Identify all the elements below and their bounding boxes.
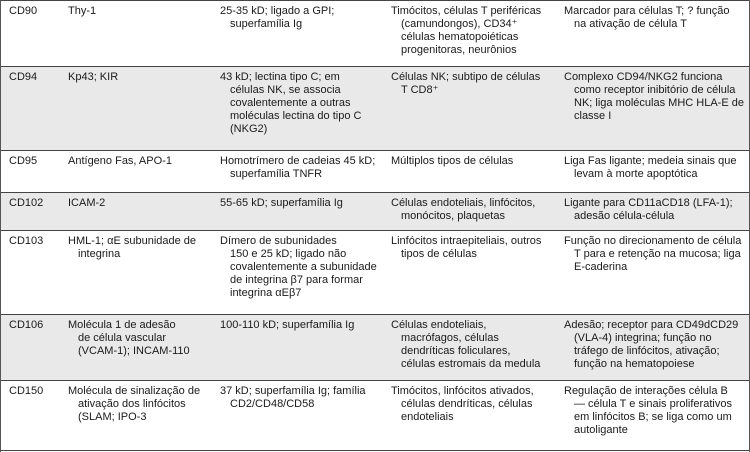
molecular-structure: 55-65 kD; superfamília Ig bbox=[220, 197, 343, 209]
known-functions: Marcador para células T; ? função na ativação de célula T bbox=[564, 5, 730, 30]
molecular-structure: 100-110 kD; superfamília Ig bbox=[220, 319, 355, 331]
cellular-expression: Linfócitos intraepiteliais, outros tipos de células bbox=[391, 235, 542, 260]
cd-designation: CD102 bbox=[9, 197, 44, 209]
cd-designation: CD95 bbox=[9, 155, 38, 167]
table-row bbox=[1, 66, 749, 150]
table-row bbox=[1, 192, 749, 230]
table-row bbox=[1, 150, 749, 192]
common-names: Kp43; KIR bbox=[68, 71, 119, 83]
molecular-structure: 37 kD; superfamília Ig; família CD2/CD48/CD58 bbox=[220, 385, 366, 410]
table-row bbox=[1, 230, 749, 314]
cd-designation: CD103 bbox=[9, 235, 44, 247]
common-names: HML-1; αE subunidade de integrina bbox=[68, 235, 197, 260]
known-functions: Liga Fas ligante; medeia sinais que levam à morte apoptótica bbox=[564, 155, 737, 180]
cellular-expression: Timócitos, células T periféricas (camundongos), CD34⁺ células hematopoiéticas progenitoras, neurônios bbox=[391, 5, 542, 56]
known-functions: Adesão; receptor para CD49dCD29 (VLA-4) integrina; função no tráfego de linfócitos, ativação; função na hematopoiese bbox=[564, 319, 739, 370]
known-functions: Regulação de interações célula B — célula T e sinais proliferativos em linfócitos B; se liga como um autoligante bbox=[564, 385, 732, 436]
cd-designation: CD106 bbox=[9, 319, 44, 331]
common-names: Molécula de sinalização de ativação dos linfócitos (SLAM; IPO-3 bbox=[68, 385, 201, 423]
table-bottom-rule bbox=[1, 450, 749, 451]
table-row bbox=[1, 0, 749, 66]
known-functions: Ligante para CD11aCD18 (LFA-1); adesão célula-célula bbox=[564, 197, 733, 222]
cellular-expression: Células endoteliais, macrófagos, células dendríticas foliculares, células estromais da medula bbox=[391, 319, 541, 370]
cellular-expression: Múltiplos tipos de células bbox=[391, 155, 514, 167]
molecular-structure: 43 kD; lectina tipo C; em células NK, se associa covalentemente a outras moléculas lectina do tipo C (NKG2) bbox=[220, 71, 362, 135]
molecular-structure: 25-35 kD; ligado a GPI; superfamília Ig bbox=[220, 5, 335, 30]
table-row bbox=[1, 314, 749, 380]
cd-designation: CD90 bbox=[9, 5, 38, 17]
common-names: Molécula 1 de adesão de célula vascular (VCAM-1); INCAM-110 bbox=[68, 319, 190, 357]
common-names: ICAM-2 bbox=[68, 197, 106, 209]
table-row bbox=[1, 380, 749, 450]
cellular-expression: Células endoteliais, linfócitos, monócitos, plaquetas bbox=[391, 197, 536, 222]
molecular-structure: Dímero de subunidades 150 e 25 kD; ligado não covalentemente a subunidade de integrina β7 para formar integrina αEβ7 bbox=[220, 235, 377, 299]
common-names: Antígeno Fas, APO-1 bbox=[68, 155, 172, 167]
common-names: Thy-1 bbox=[68, 5, 97, 17]
known-functions: Função no direcionamento de célula T para e retenção na mucosa; liga E-caderina bbox=[564, 235, 742, 273]
known-functions: Complexo CD94/NKG2 funciona como receptor inibitório de célula NK; liga moléculas MHC HLA-E de classe I bbox=[564, 71, 744, 122]
molecular-structure: Homotrímero de cadeias 45 kD; superfamília TNFR bbox=[220, 155, 376, 180]
cellular-expression: Células NK; subtipo de células T CD8⁺ bbox=[391, 71, 541, 96]
cd-designation: CD150 bbox=[9, 385, 44, 397]
cellular-expression: Timócitos, linfócitos ativados, células dendríticas, células endoteliais bbox=[391, 385, 534, 423]
cd-designation: CD94 bbox=[9, 71, 38, 83]
